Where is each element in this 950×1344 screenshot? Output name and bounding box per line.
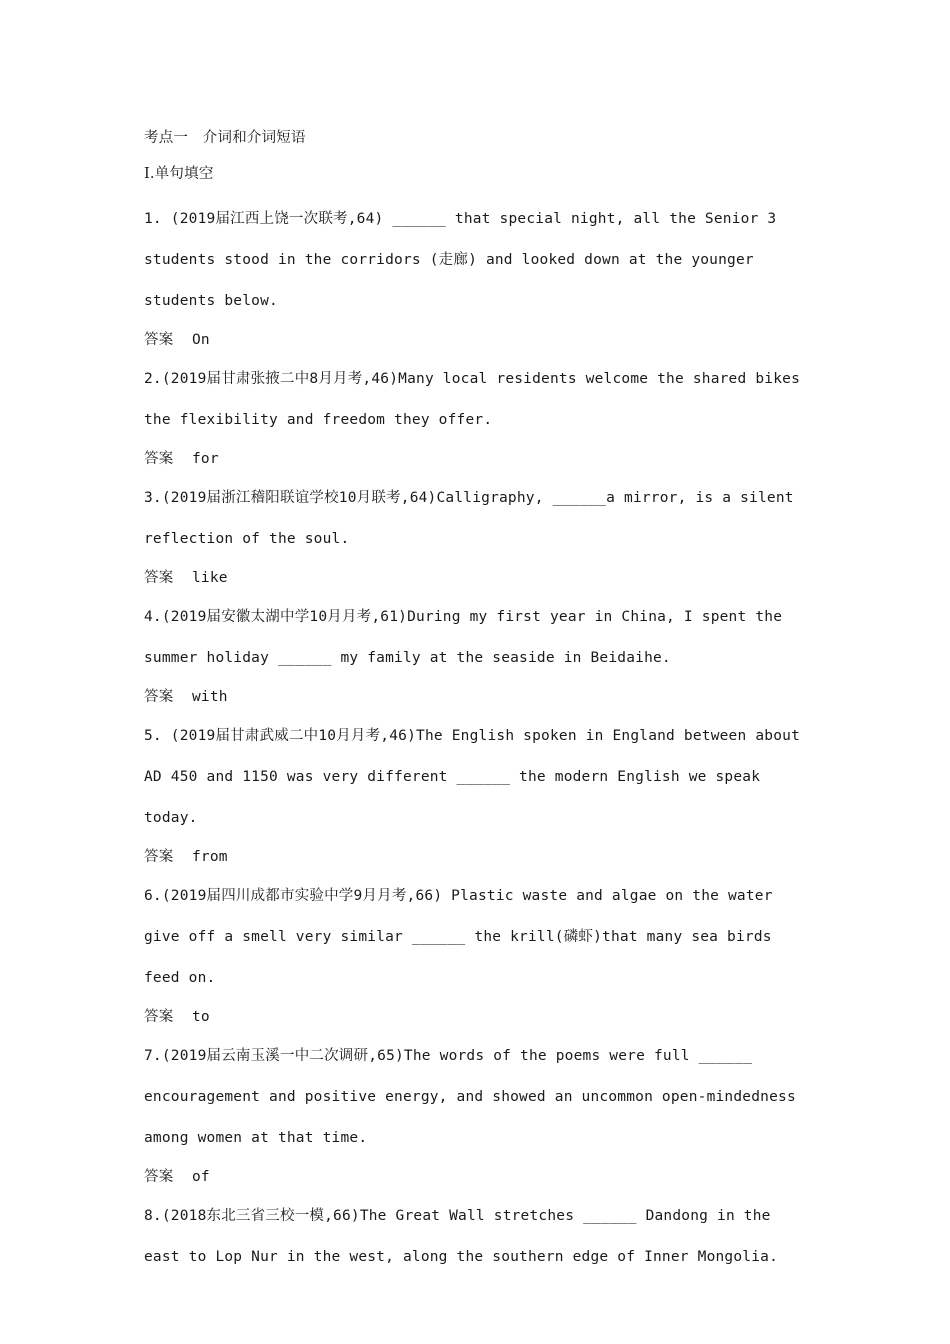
question-item [144, 478, 814, 597]
question-text: 6.(2019届四川成都市实验中学9月月考,66) Plastic waste and algae on the water give off a smell very similar ______ the krill(磷虾)that many sea birds feed on. [144, 888, 773, 986]
answer-value: to [192, 1009, 210, 1025]
question-item [144, 716, 814, 876]
document-page [144, 124, 814, 1278]
answer-value: On [192, 332, 210, 348]
answer-value: for [192, 451, 219, 467]
answer-label: 答案 [144, 332, 174, 348]
answer-value: like [192, 570, 228, 586]
answer-label: 答案 [144, 1169, 174, 1185]
question-item [144, 1196, 814, 1278]
question-item [144, 359, 814, 478]
answer-line [144, 839, 814, 876]
question-text: 1. (2019届江西上饶一次联考,64) ______ that special night, all the Senior 3 students stood in the corridors (走廊) and looked down at the younger students below. [144, 211, 777, 309]
subsection-title: Ⅰ.单句填空 [144, 166, 214, 182]
answer-label: 答案 [144, 1009, 174, 1025]
answer-line [144, 679, 814, 716]
question-text: 4.(2019届安徽太湖中学10月月考,61)During my first year in China, I spent the summer holiday ______ my family at the seaside in Beidaihe. [144, 609, 783, 666]
answer-line [144, 1159, 814, 1196]
question-text: 7.(2019届云南玉溪一中二次调研,65)The words of the poems were full ______ encouragement and positive energy, and showed an uncommon open-mindedness among women at that time. [144, 1048, 796, 1146]
answer-line [144, 560, 814, 597]
answer-label: 答案 [144, 570, 174, 586]
answer-line [144, 441, 814, 478]
question-item [144, 597, 814, 716]
answer-label: 答案 [144, 451, 174, 467]
answer-value: of [192, 1169, 210, 1185]
question-text: 8.(2018东北三省三校一模,66)The Great Wall stretches ______ Dandong in the east to Lop Nur in the west, along the southern edge of Inner Mongolia. [144, 1208, 779, 1265]
answer-label: 答案 [144, 849, 174, 865]
answer-value: from [192, 849, 228, 865]
question-text: 3.(2019届浙江稽阳联谊学校10月联考,64)Calligraphy, ______a mirror, is a silent reflection of the soul. [144, 490, 794, 547]
question-item [144, 199, 814, 359]
question-item [144, 876, 814, 1036]
question-text: 2.(2019届甘肃张掖二中8月月考,46)Many local residents welcome the shared bikes the flexibility and freedom they offer. [144, 371, 800, 428]
answer-label: 答案 [144, 689, 174, 705]
answer-line [144, 322, 814, 359]
question-text: 5. (2019届甘肃武威二中10月月考,46)The English spoken in England between about AD 450 and 1150 was very different ______ the modern English we speak today. [144, 728, 800, 826]
answer-value: with [192, 689, 228, 705]
answer-line [144, 999, 814, 1036]
question-item [144, 1036, 814, 1196]
section-title: 考点一 介词和介词短语 [144, 130, 306, 146]
